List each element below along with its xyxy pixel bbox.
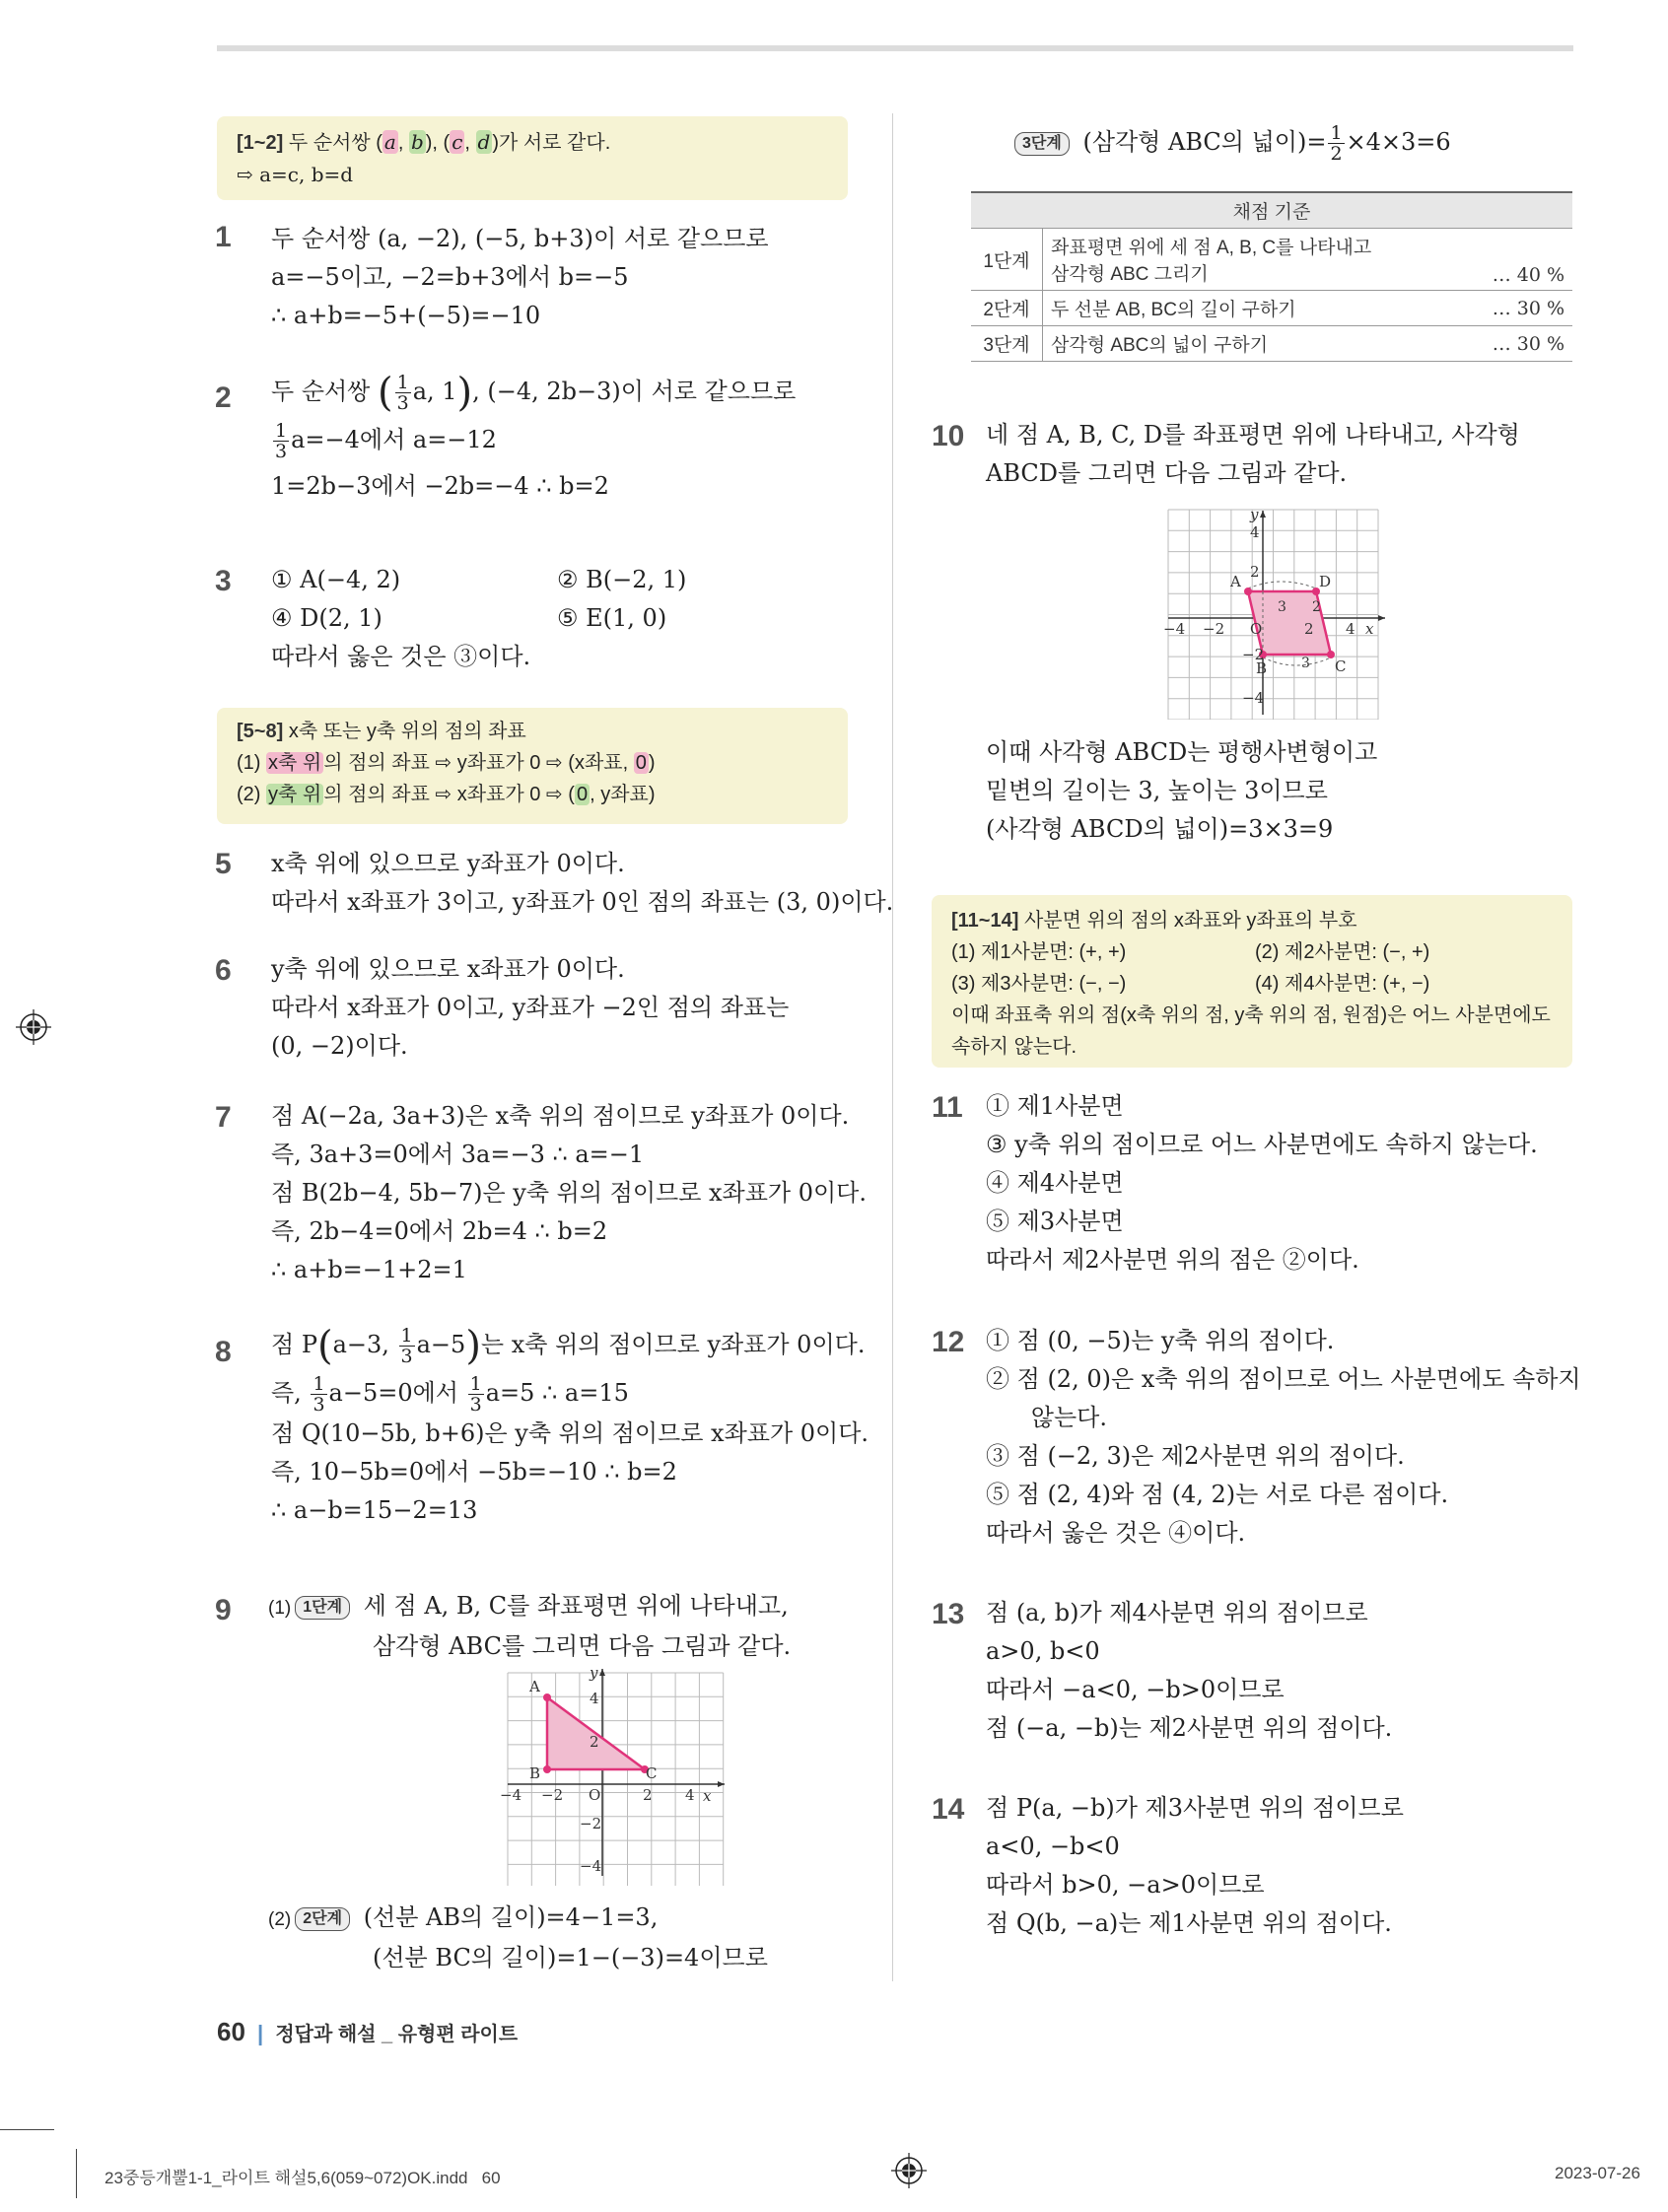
tick-y-minus4: −4 (580, 1857, 602, 1875)
solution-line: 점 (−a, −b)는 제2사분면 위의 점이다. (986, 1714, 1393, 1742)
label-a: A (529, 1678, 540, 1695)
problem-6 (271, 950, 789, 1066)
highlight-c: c (452, 130, 463, 154)
denominator: 3 (400, 1346, 413, 1367)
solution-line (271, 1374, 869, 1415)
denominator: 3 (313, 1394, 325, 1416)
problem-number: 2 (215, 381, 232, 414)
tip-text: , (464, 132, 476, 154)
numerator: 1 (275, 420, 288, 442)
solution-line: 따라서 −a<0, −b>0이므로 (986, 1676, 1285, 1703)
solution-line: 않는다. (986, 1404, 1107, 1431)
solution-line (271, 1323, 869, 1369)
tip-text: ), ( (425, 132, 451, 154)
text: (선분 AB의 길이)=4−1=3, (363, 1903, 659, 1931)
criteria-text: 삼각형 ABC 그리기 (1051, 264, 1209, 285)
problem-1 (271, 220, 769, 335)
tick-y-minus4: −4 (1242, 689, 1265, 707)
highlight: x축 위 (268, 752, 322, 774)
problem-number: 5 (215, 848, 232, 880)
row-step: 2단계 (971, 291, 1043, 326)
solution-line: 즉, 10−5b=0에서 −5b=−10 ∴ b=2 (271, 1458, 677, 1486)
text: 는 x축 위의 점이므로 y좌표가 0이다. (480, 1331, 866, 1358)
denominator: 2 (1330, 143, 1343, 165)
top-dimension (1248, 582, 1316, 588)
solution-line: 따라서 제2사분면 위의 점은 ②이다. (986, 1246, 1359, 1274)
label-b: B (529, 1764, 541, 1782)
choice: ④ D(2, 1) (271, 604, 382, 632)
tick-y-2: 2 (1250, 563, 1260, 581)
table-title: 채점 기준 (971, 192, 1572, 229)
page-footer (217, 2017, 518, 2047)
dim-bottom: 3 (1301, 656, 1310, 671)
solution-line: ⑤ 제3사분면 (986, 1208, 1124, 1235)
problem-number: 6 (215, 954, 232, 987)
label-origin: O (589, 1786, 601, 1804)
solution-line: a<0, −b<0 (986, 1832, 1120, 1860)
text: 의 점의 좌표 ⇨ y좌표가 0 ⇨ (x좌표, (323, 752, 634, 774)
problem-8 (271, 1323, 869, 1530)
highlight-b: b (410, 130, 424, 154)
text: (1) (237, 752, 266, 774)
problem-number: 14 (932, 1793, 965, 1826)
choice: ⑤ E(1, 0) (557, 604, 667, 632)
text: 의 점의 좌표 ⇨ x좌표가 0 ⇨ ( (323, 784, 575, 805)
text: (삼각형 ABC의 넓이)= (1082, 128, 1327, 156)
choice: ① A(−4, 2) (271, 566, 401, 593)
fraction (395, 373, 411, 413)
row-step: 1단계 (971, 229, 1043, 291)
highlight: 0 (635, 752, 647, 774)
solution-line: 점 P(a, −b)가 제3사분면 위의 점이므로 (986, 1794, 1404, 1822)
solution-line: 두 순서쌍 (a, −2), (−5, b+3)이 서로 같으므로 (271, 225, 769, 252)
tick-x-2: 2 (643, 1786, 653, 1804)
paren-open: ( (378, 370, 393, 416)
text: ×4×3=6 (1346, 128, 1451, 156)
point-b (543, 1765, 551, 1773)
tick-x-4: 4 (1346, 620, 1355, 638)
numerator: 1 (313, 1373, 325, 1395)
footer-separator: | (257, 2021, 264, 2045)
tip-box-1-2 (217, 116, 848, 200)
quadrant-rule: (3) 제3사분면: (−, −) (951, 973, 1127, 995)
tip-head: [5~8] (237, 721, 284, 742)
tick-y-2: 2 (590, 1733, 599, 1751)
registration-mark-left (14, 1007, 53, 1047)
problem-number: 3 (215, 565, 232, 597)
problem-12 (986, 1322, 1581, 1553)
tip-note: 속하지 않는다. (951, 1036, 1077, 1058)
tip-line: ⇨ a=c, b=d (237, 163, 354, 186)
tick-y-minus2: −2 (580, 1815, 602, 1832)
paren-open: ( (316, 1323, 333, 1369)
table-row (971, 326, 1572, 362)
solution-line: 즉, 2b−4=0에서 2b=4 ∴ b=2 (271, 1217, 608, 1245)
tip-text: )가 서로 같다. (492, 132, 611, 154)
solution-line: 따라서 x좌표가 0이고, y좌표가 −2인 점의 좌표는 (271, 994, 790, 1021)
text: a, 1 (412, 378, 457, 405)
label-y: y (590, 1664, 598, 1682)
quadrant-rule: (1) 제1사분면: (+, +) (951, 941, 1127, 963)
solution-line: ③ y축 위의 점이므로 어느 사분면에도 속하지 않는다. (986, 1131, 1538, 1158)
problem-2 (271, 370, 797, 506)
top-rule (217, 45, 1573, 51)
paren-close: ) (456, 370, 473, 416)
denominator: 3 (469, 1394, 482, 1416)
fraction (468, 1374, 484, 1415)
problem-number: 11 (932, 1091, 963, 1124)
label-b: B (1256, 659, 1268, 677)
page-number: 60 (217, 2017, 245, 2046)
row-percent: … 30 % (1478, 326, 1572, 362)
solution-line: 점 Q(10−5b, b+6)은 y축 위의 점이므로 x좌표가 0이다. (271, 1419, 869, 1447)
text: a=−4에서 a=−12 (291, 426, 497, 453)
print-date: 2023-07-26 (1555, 2164, 1640, 2182)
solution-line: a=−5이고, −2=b+3에서 b=−5 (271, 263, 629, 291)
solution-line: ③ 점 (−2, 3)은 제2사분면 위의 점이다. (986, 1442, 1405, 1470)
tick-x-minus4: −4 (1163, 620, 1186, 638)
tick-y-minus2: −2 (1242, 646, 1265, 663)
solution-line: 네 점 A, B, C, D를 좌표평면 위에 나타내고, 사각형 (986, 421, 1520, 449)
problem-13 (986, 1594, 1392, 1748)
solution-line: x축 위에 있으므로 y좌표가 0이다. (271, 850, 625, 877)
tip-text: 두 순서쌍 ( (288, 132, 382, 154)
choice: ② B(−2, 1) (557, 566, 687, 593)
solution-line (1010, 123, 1451, 164)
problem-5 (271, 845, 893, 922)
solution-line: ① 제1사분면 (986, 1092, 1124, 1120)
row-criteria (1043, 229, 1479, 291)
problem-9-part3 (1010, 123, 1451, 164)
tip-note: 이때 좌표축 위의 점(x축 위의 점, y축 위의 점, 원점)은 어느 사분면에도 (951, 1004, 1551, 1026)
label-x: x (703, 1787, 712, 1805)
x-axis-arrow (1378, 615, 1385, 621)
solution-line (268, 1587, 791, 1627)
solution-line: 이때 사각형 ABCD는 평행사변형이고 (986, 738, 1378, 766)
tick-y-4: 4 (590, 1690, 599, 1707)
step-badge: 1단계 (295, 1596, 350, 1620)
text: , (−4, 2b−3)이 서로 같으므로 (472, 378, 797, 405)
tick-y-4: 4 (1250, 523, 1260, 541)
text: ) (648, 752, 656, 774)
tip-title: 사분면 위의 점의 x좌표와 y좌표의 부호 (1023, 910, 1357, 932)
label-x: x (1365, 620, 1374, 638)
solution-line: ② 점 (2, 0)은 x축 위의 점이므로 어느 사분면에도 속하지 (986, 1365, 1581, 1393)
problem-number: 12 (932, 1326, 965, 1358)
solution-line: 따라서 x좌표가 3이고, y좌표가 0인 점의 좌표는 (3, 0)이다. (271, 888, 894, 916)
tip-head: [11~14] (951, 910, 1019, 932)
problem-3 (271, 561, 863, 676)
solution-line (271, 370, 797, 416)
problem-number: 9 (215, 1594, 232, 1626)
solution-line: 점 (a, b)가 제4사분면 위의 점이므로 (986, 1599, 1368, 1626)
solution-line: y축 위에 있으므로 x좌표가 0이다. (271, 955, 625, 983)
label-d: D (1319, 573, 1332, 590)
solution-line: (0, −2)이다. (271, 1032, 408, 1060)
solution-line: 따라서 옳은 것은 ③이다. (271, 643, 531, 670)
scoring-table (971, 191, 1572, 362)
text: , y좌표) (590, 784, 656, 805)
graph-problem-10 (1163, 508, 1395, 720)
paren-close: ) (465, 1323, 481, 1369)
registration-mark-bottom (889, 2151, 929, 2190)
part-label: (2) (268, 1909, 292, 1930)
solution-line: 따라서 b>0, −a>0이므로 (986, 1871, 1265, 1899)
problem-number: 7 (215, 1101, 232, 1134)
solution-line: 삼각형 ABC를 그리면 다음 그림과 같다. (373, 1632, 792, 1660)
numerator: 1 (1330, 122, 1343, 144)
denominator: 3 (275, 441, 288, 462)
solution-line: 즉, 3a+3=0에서 3a=−3 ∴ a=−1 (271, 1141, 645, 1168)
solution-line: 따라서 옳은 것은 ④이다. (986, 1519, 1246, 1547)
highlight: 0 (576, 784, 589, 805)
problem-7 (271, 1097, 867, 1289)
row-criteria: 삼각형 ABC의 넓이 구하기 (1043, 326, 1479, 362)
criteria-text: 좌표평면 위에 세 점 A, B, C를 나타내고 (1051, 238, 1372, 258)
row-percent: … 30 % (1478, 291, 1572, 326)
numerator: 1 (396, 372, 409, 393)
step-badge: 3단계 (1014, 132, 1070, 156)
label-a: A (1230, 573, 1241, 590)
tick-x-2: 2 (1304, 620, 1314, 638)
row-criteria: 두 선분 AB, BC의 길이 구하기 (1043, 291, 1479, 326)
column-divider (892, 113, 893, 1981)
fraction (399, 1326, 415, 1366)
problem-9-part2 (268, 1899, 768, 1977)
tick-x-minus2: −2 (541, 1786, 564, 1804)
y-axis-arrow (1260, 511, 1266, 518)
solution-line: 점 Q(b, −a)는 제1사분면 위의 점이다. (986, 1909, 1392, 1937)
solution-line: 점 B(2b−4, 5b−7)은 y축 위의 점이므로 x좌표가 0이다. (271, 1179, 867, 1207)
solution-line: ABCD를 그리면 다음 그림과 같다. (986, 459, 1348, 487)
fraction (311, 1374, 326, 1415)
problem-number: 10 (932, 420, 965, 452)
row-percent: … 40 % (1478, 229, 1572, 291)
tip-row (237, 779, 828, 810)
denominator: 3 (396, 392, 409, 414)
fraction (273, 421, 289, 461)
problem-number: 13 (932, 1598, 965, 1630)
crop-mark-h (0, 2129, 54, 2130)
tip-box-11-14 (932, 895, 1572, 1068)
footer-title: 정답과 해설 _ 유형편 라이트 (275, 2024, 519, 2045)
problem-10-conclusion (986, 733, 1377, 849)
problem-number: 8 (215, 1336, 232, 1368)
solution-line: ∴ a+b=−1+2=1 (271, 1256, 467, 1283)
text: a−5 (416, 1331, 466, 1358)
tick-x-minus2: −2 (1203, 620, 1225, 638)
solution-line: ∴ a+b=−5+(−5)=−10 (271, 302, 541, 329)
solution-line: 밑변의 길이는 3, 높이는 3이므로 (986, 777, 1328, 804)
problem-9-part1 (268, 1587, 791, 1666)
solution-line: 1=2b−3에서 −2b=−4 ∴ b=2 (271, 472, 609, 500)
dim-side: 2 (1312, 599, 1321, 615)
text: (2) (237, 784, 266, 805)
part-label: (1) (268, 1598, 292, 1619)
label-c: C (646, 1764, 658, 1782)
solution-line: (선분 BC의 길이)=1−(−3)=4이므로 (373, 1944, 768, 1971)
text: a−3, (332, 1331, 397, 1358)
problem-11 (986, 1087, 1538, 1279)
text: a−5=0에서 (328, 1379, 466, 1407)
solution-line (268, 1899, 768, 1939)
file-info: 23중등개뿔1-1_라이트 해설5,6(059~072)OK.indd 60 (104, 2169, 501, 2187)
tip-head: [1~2] (237, 132, 284, 154)
graph-problem-9 (498, 1664, 734, 1886)
quadrant-rule: (2) 제2사분면: (−, +) (1255, 941, 1430, 963)
point-c (1327, 651, 1335, 658)
highlight: y축 위 (268, 784, 322, 805)
solution-line: ∴ a−b=15−2=13 (271, 1496, 478, 1524)
problem-14 (986, 1789, 1404, 1943)
problem-10 (986, 416, 1520, 493)
tip-row (237, 747, 828, 779)
text: a=5 ∴ a=15 (485, 1379, 629, 1407)
point-a (543, 1694, 551, 1701)
crop-mark-v (76, 2149, 77, 2198)
problem-number: 1 (215, 221, 232, 253)
solution-line: ① 점 (0, −5)는 y축 위의 점이다. (986, 1327, 1335, 1354)
row-step: 3단계 (971, 326, 1043, 362)
highlight-a: a (383, 130, 396, 154)
solution-line: ⑤ 점 (2, 4)와 점 (4, 2)는 서로 다른 점이다. (986, 1481, 1449, 1508)
text: 두 순서쌍 (271, 378, 378, 405)
label-c: C (1335, 657, 1347, 675)
quadrant-rule: (4) 제4사분면: (+, −) (1255, 973, 1430, 995)
text: 세 점 A, B, C를 좌표평면 위에 나타내고, (363, 1592, 789, 1620)
tip-title: x축 또는 y축 위의 점의 좌표 (288, 721, 526, 742)
numerator: 1 (400, 1325, 413, 1347)
numerator: 1 (469, 1373, 482, 1395)
fraction (1328, 123, 1344, 164)
table-row (971, 229, 1572, 291)
tick-x-4: 4 (685, 1786, 695, 1804)
text: 점 P (271, 1331, 317, 1358)
label-origin: O (1250, 620, 1263, 638)
solution-line: ④ 제4사분면 (986, 1169, 1124, 1197)
solution-line: a>0, b<0 (986, 1637, 1100, 1665)
tip-text: , (397, 132, 409, 154)
solution-line: 점 A(−2a, 3a+3)은 x축 위의 점이므로 y좌표가 0이다. (271, 1102, 850, 1130)
tick-x-minus4: −4 (500, 1786, 522, 1804)
dim-top: 3 (1278, 599, 1286, 615)
solution-line (271, 421, 796, 461)
label-y: y (1250, 508, 1259, 523)
solution-line: (사각형 ABCD의 넓이)=3×3=9 (986, 815, 1334, 843)
tip-box-5-8 (217, 708, 848, 824)
table-row (971, 291, 1572, 326)
point-a (1244, 588, 1252, 595)
step-badge: 2단계 (295, 1907, 350, 1931)
highlight-d: d (477, 130, 491, 154)
text: 즉, (271, 1379, 310, 1407)
